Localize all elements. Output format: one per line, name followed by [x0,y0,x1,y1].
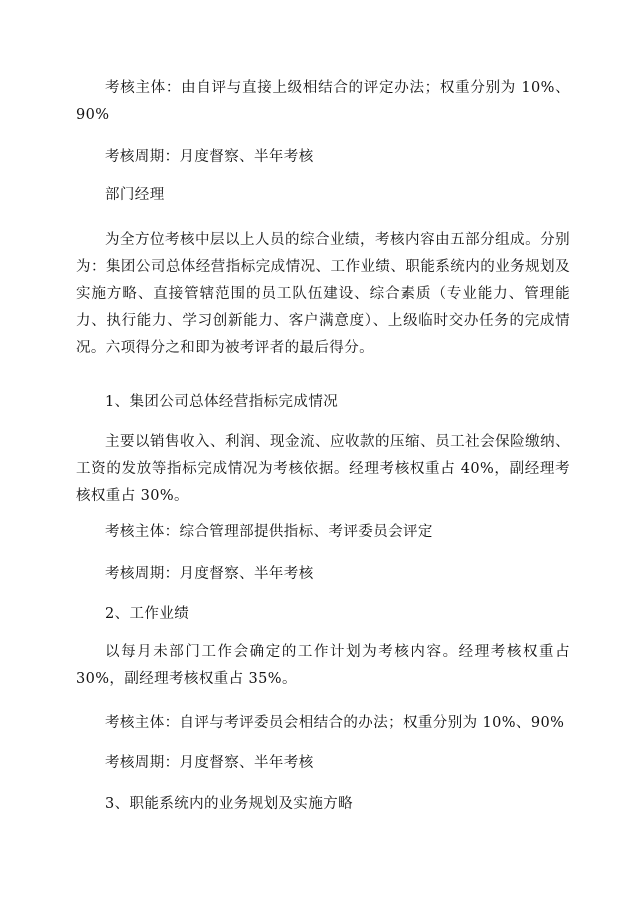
heading-section-1: 1、集团公司总体经营指标完成情况 [105,394,339,410]
paragraph-assessment-subject-1: 考核主体：由自评与直接上级相结合的评定办法；权重分别为 10%、90% [76,80,570,123]
paragraph-assessment-subject-2: 考核主体：综合管理部提供指标、考评委员会评定 [105,524,433,540]
heading-section-2: 2、工作业绩 [105,606,190,622]
paragraph-section-1-body: 主要以销售收入、利润、现金流、应收款的压缩、员工社会保险缴纳、工资的发放等指标完成情况为考核依据。经理考核权重占 40%，副经理考核权重占 30%。 [76,434,570,504]
paragraph-assessment-period-3: 考核周期：月度督察、半年考核 [105,755,314,771]
paragraph-assessment-period-2: 考核周期：月度督察、半年考核 [105,566,314,582]
heading-department-manager: 部门经理 [105,187,165,203]
paragraph-section-2-body: 以每月未部门工作会确定的工作计划为考核内容。经理考核权重占 30%，副经理考核权重占 35%。 [76,644,570,687]
heading-section-3: 3、职能系统内的业务规划及实施方略 [105,796,354,812]
paragraph-overview: 为全方位考核中层以上人员的综合业绩，考核内容由五部分组成。分别为：集团公司总体经营指标完成情况、工作业绩、职能系统内的业务规划及实施方略、直接管辖范围的员工队伍建设、综合素质（专业能力、管理能力、执行能力、学习创新能力、客户满意度）、上级临时交办任务的完成情况。六项得分之和即为被考评者的最后得分。 [76,232,570,356]
paragraph-assessment-subject-3: 考核主体：自评与考评委员会相结合的办法；权重分别为 10%、90% [105,715,565,731]
paragraph-assessment-period-1: 考核周期：月度督察、半年考核 [105,149,314,165]
